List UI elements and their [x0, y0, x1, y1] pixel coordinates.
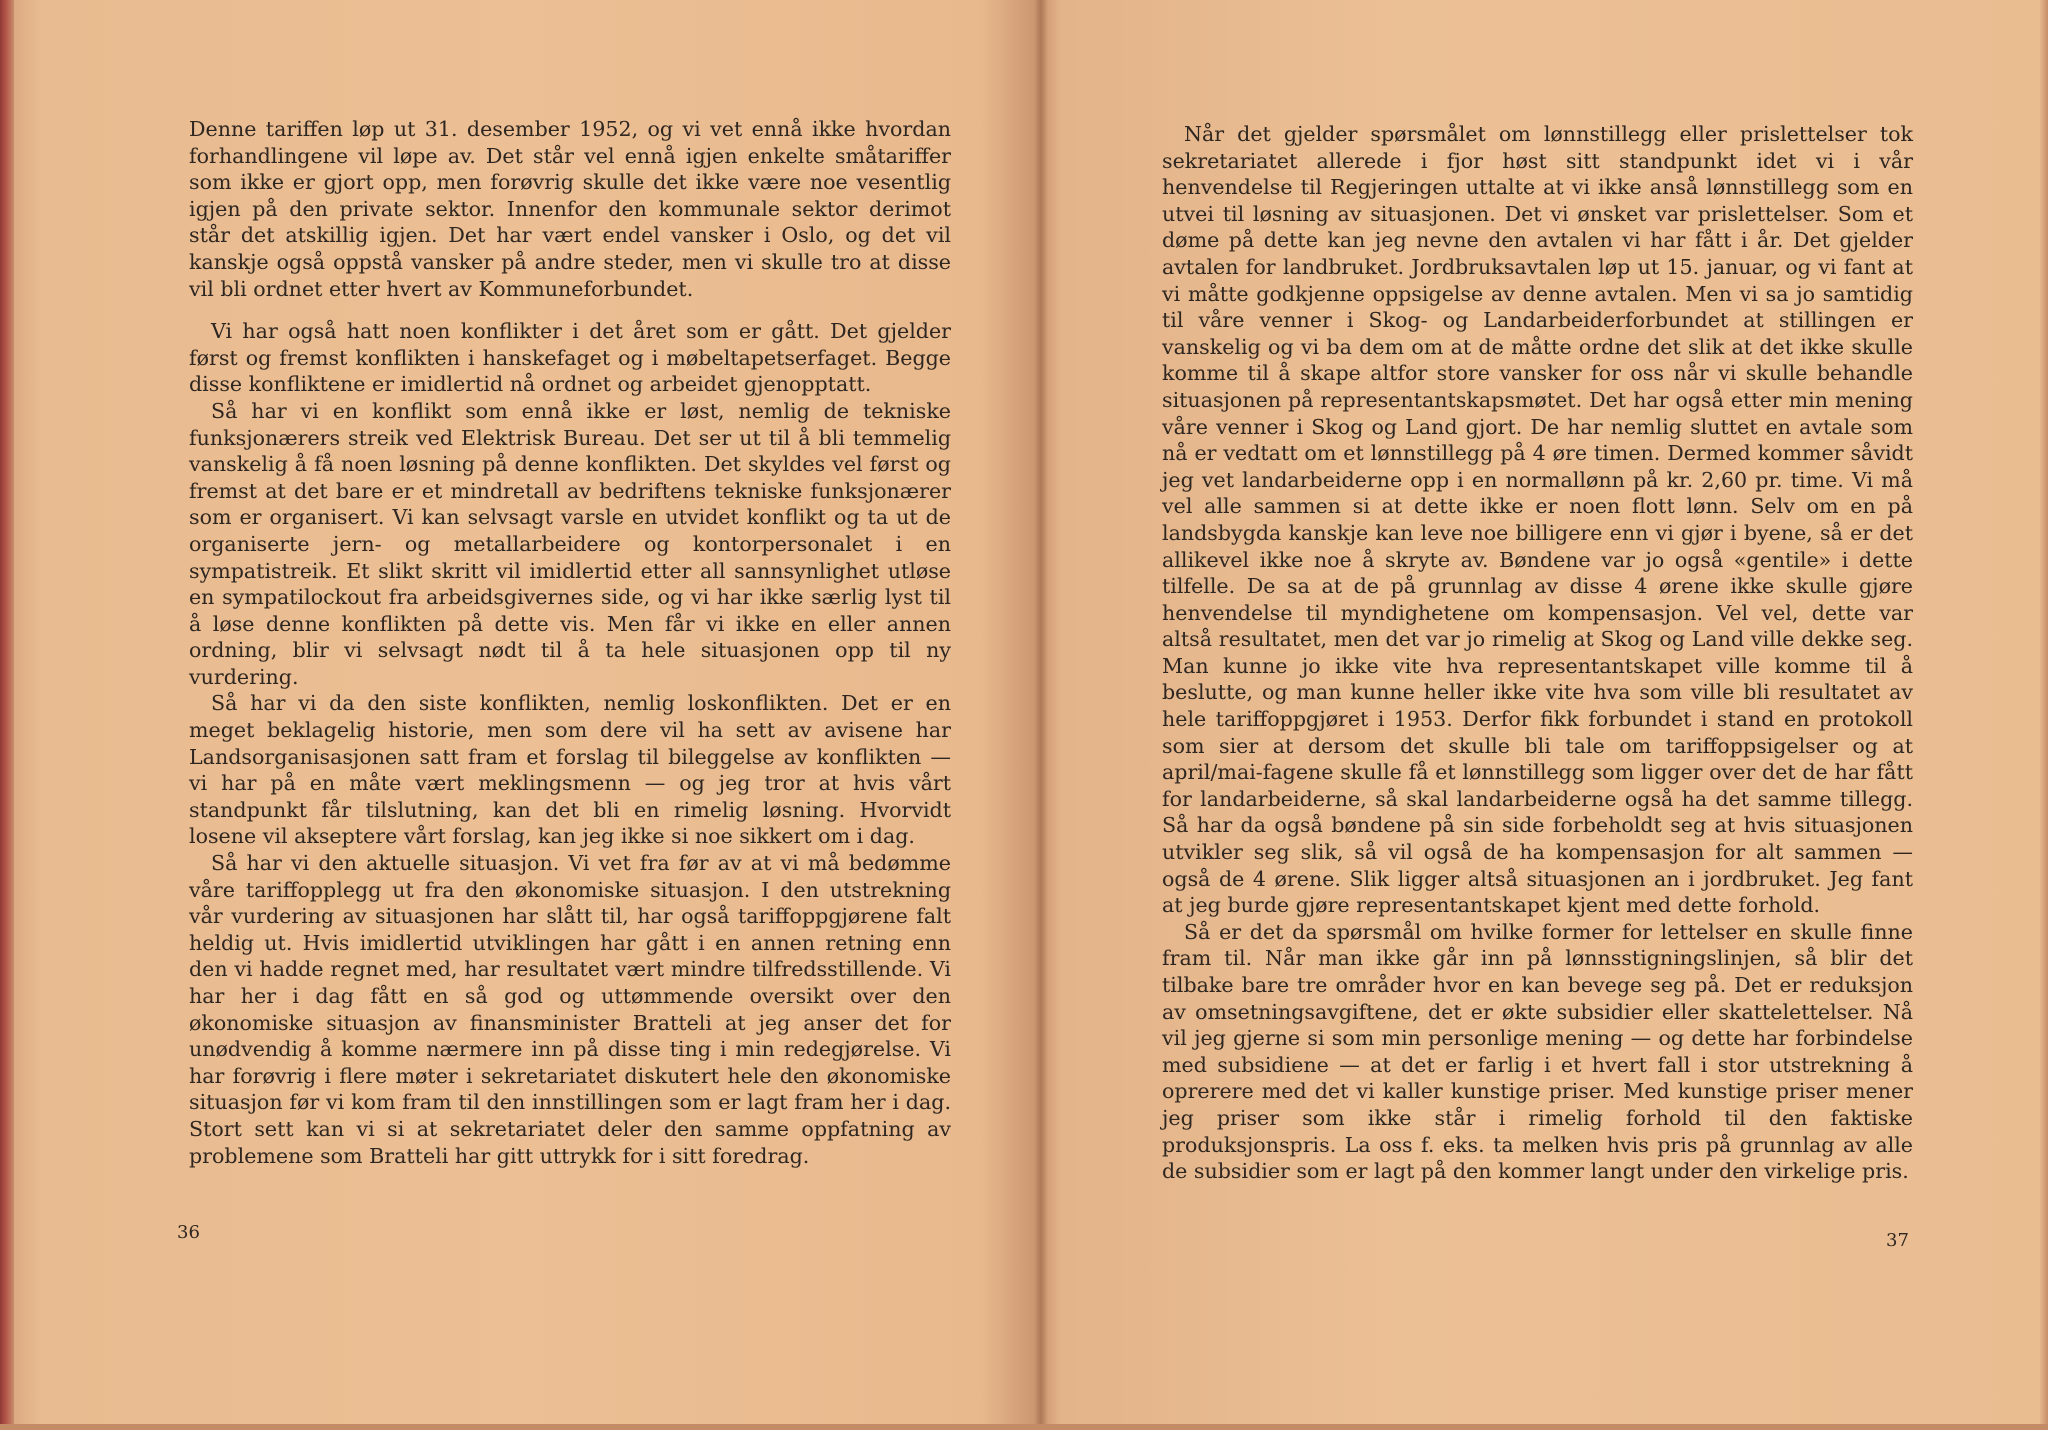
- paragraph: Denne tariffen løp ut 31. desember 1952, og vi vet ennå ikke hvordan forhandlingene vil løpe av. Det står vel ennå igjen enkelte småtariffer som ikke er gjort opp, men forøvrig skulle det ikke være noe vesentlig igjen på den private sektor. Innenfor den kommunale sektor derimot står det atskillig igjen. Det har vært endel vansker i Oslo, og det vil kanskje også oppstå vansker på andre steder, men vi skulle tro at disse vil bli ordnet etter hvert av Kommuneforbundet.: [189, 117, 951, 301]
- paragraph: Så har vi en konflikt som ennå ikke er løst, nemlig de tekniske funksjonærers streik ved Elektrisk Bureau. Det ser ut til å bli temmelig vanskelig å få noen løsning på denne konflikten. Det skyldes vel først og fremst at det bare er et mindretall av bedriftens tekniske funksjonærer som er organisert. Vi kan selvsagt varsle en utvidet konflikt og ta ut de organiserte jern- og metallarbeidere og kontorpersonalet i en sympatistreik. Et slikt skritt vil imidlertid etter all sannsynlighet utløse en sympatilockout fra arbeidsgivernes side, og vi har ikke særlig lyst til å løse denne konflikten på dette vis. Men får vi ikke en eller annen ordning, blir vi selvsagt nødt til å ta hele situasjonen opp til ny vurdering.: [189, 398, 951, 689]
- right-page-text: [1162, 121, 1913, 1185]
- paragraph: Når det gjelder spørsmålet om lønnstillegg eller prislettelser tok sekretariatet allerede i fjor høst sitt standpunkt idet vi i vår henvendelse til Regjeringen uttalte at vi ikke anså lønnstillegg som en utvei til løsning av situasjonen. Det vi ønsket var prislettelser. Som et døme på dette kan jeg nevne den avtalen vi har fått i år. Det gjelder avtalen for landbruket. Jordbruksavtalen løp ut 15. januar, og vi fant at vi måtte godkjenne oppsigelse av denne avtalen. Men vi sa jo samtidig til våre venner i Skog- og Landarbeiderforbundet at stillingen er vanskelig og vi ba dem om at de måtte ordne det slik at det ikke skulle komme til å skape altfor store vansker for oss når vi skulle behandle situasjonen på representantskapsmøtet. Det har også etter min mening våre venner i Skog og Land gjort. De har nemlig sluttet en avtale som nå er vedtatt om et lønnstillegg på 4 øre timen. Dermed kommer såvidt jeg vet landarbeiderne opp i en normallønn på kr. 2,60 pr. time. Vi må vel alle sammen si at dette ikke er noen flott lønn. Selv om en på landsbygda kanskje kan leve noe billigere enn vi gjør i byene, så er det allikevel ikke noe å skryte av. Bøndene var jo også «gentile» i dette tilfelle. De sa at de på grunnlag av disse 4 ørene ikke skulle gjøre henvendelse til myndighetene om kompensasjon. Vel vel, dette var altså resultatet, men det var jo rimelig at Skog og Land ville dekke seg. Man kunne jo ikke vite hva representantskapet ville komme til å beslutte, og man kunne heller ikke vite hva som ville bli resultatet av hele tariffoppgjøret i 1953. Derfor fikk forbundet i stand en protokoll som sier at dersom det skulle bli tale om tariffoppsigelser og at april/mai-fagene skulle få et lønnstillegg som ligger over det de har fått for landarbeiderne, så skal landarbeiderne også ha det samme tillegg. Så har da også bøndene på sin side forbeholdt seg at hvis situasjonen utvikler seg slik, så vil også de ha kompensasjon for alt sammen — også de 4 ørene. Slik ligger altså situasjonen an i jordbruket. Jeg fant at jeg burde gjøre representantskapet kjent med dette forhold.: [1162, 122, 1913, 918]
- left-page-text: [189, 116, 951, 1169]
- right-page: [1048, 0, 2040, 1430]
- page-number: 36: [177, 1222, 200, 1243]
- page-gutter: [1034, 0, 1048, 1430]
- book-binding: [0, 0, 14, 1430]
- page-number: 37: [1886, 1230, 1909, 1251]
- page-edge: [0, 1424, 2048, 1430]
- paragraph: Vi har også hatt noen konflikter i det året som er gått. Det gjelder først og fremst konflikten i hanskefaget og i møbeltapetserfaget. Begge disse konfliktene er imidlertid nå ordnet og arbeidet gjenopptatt.: [189, 319, 951, 397]
- left-page: [14, 0, 1034, 1430]
- paragraph: Så har vi den aktuelle situasjon. Vi vet fra før av at vi må bedømme våre tariffopplegg ut fra den økonomiske situasjon. I den utstrekning vår vurdering av situasjonen har slått til, har også tariffoppgjørene falt heldig ut. Hvis imidlertid utviklingen har gått i en annen retning enn den vi hadde regnet med, har resultatet vært mindre tilfredsstillende. Vi har her i dag fått en så god og uttømmende oversikt over den økonomiske situasjon av finansminister Bratteli at jeg anser det for unødvendig å komme nærmere inn på disse ting i min redegjørelse. Vi har forøvrig i flere møter i sekretariatet diskutert hele den økonomiske situasjon før vi kom fram til den innstillingen som er lagt fram her i dag. Stort sett kan vi si at sekretariatet deler den samme oppfatning av problemene som Bratteli har gitt uttrykk for i sitt foredrag.: [189, 851, 951, 1168]
- paragraph: Så er det da spørsmål om hvilke former for lettelser en skulle finne fram til. Når man ikke går inn på lønnsstigningslinjen, så blir det tilbake bare tre områder hvor en kan bevege seg på. Det er reduksjon av omsetningsavgiftene, det er økte subsidier eller skattelettelser. Nå vil jeg gjerne si som min personlige mening — og dette har forbindelse med subsidiene — at det er farlig i et hvert fall i stor utstrekning å oprerere med det vi kaller kunstige priser. Med kunstige priser mener jeg priser som ikke står i rimelig forhold til den faktiske produksjonspris. La oss f. eks. ta melken hvis pris på grunnlag av alle de subsidier som er lagt på den kommer langt under den virkelige pris.: [1162, 919, 1913, 1184]
- page-edge: [2040, 0, 2048, 1430]
- paragraph: Så har vi da den siste konflikten, nemlig loskonflikten. Det er en meget beklagelig historie, men som dere vil ha sett av avisene har Landsorganisasjonen satt fram et forslag til bileggelse av konflikten — vi har på en måte vært meklingsmenn — og jeg tror at hvis vårt standpunkt får tilslutning, kan det bli en rimelig løsning. Hvorvidt losene vil akseptere vårt forslag, kan jeg ikke si noe sikkert om i dag.: [189, 691, 951, 849]
